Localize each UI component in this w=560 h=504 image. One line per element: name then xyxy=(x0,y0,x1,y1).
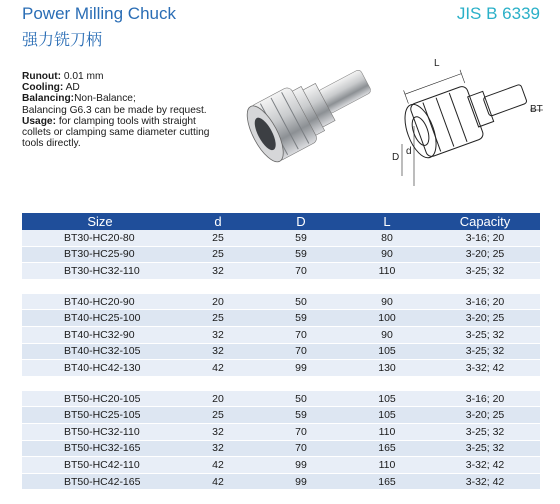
cell-capacity: 3-25; 32 xyxy=(430,263,540,280)
table-body xyxy=(22,230,540,490)
cell-L: 90 xyxy=(344,326,430,343)
group-spacer xyxy=(22,279,540,294)
label-BT: BT xyxy=(530,104,543,115)
label-d: d xyxy=(406,146,412,157)
cooling-line: Cooling: AD xyxy=(22,82,80,94)
chuck-drawing xyxy=(378,48,548,196)
cell-d: 32 xyxy=(178,423,258,440)
cell-capacity: 3-32; 42 xyxy=(430,360,540,377)
cell-capacity: 3-25; 32 xyxy=(430,423,540,440)
cell-size: BT50-HC32-110 xyxy=(22,423,178,440)
header-size: Size xyxy=(22,213,178,230)
cell-D: 59 xyxy=(258,246,344,263)
table-row xyxy=(22,457,540,474)
cell-capacity: 3-25; 32 xyxy=(430,326,540,343)
cell-L: 165 xyxy=(344,440,430,457)
cell-L: 80 xyxy=(344,230,430,246)
cell-d: 32 xyxy=(178,263,258,280)
header-capacity: Capacity xyxy=(430,213,540,230)
cell-d: 25 xyxy=(178,230,258,246)
cell-d: 42 xyxy=(178,473,258,490)
balancing-note: Balancing G6.3 can be made by request. xyxy=(22,104,207,116)
cell-D: 59 xyxy=(258,310,344,327)
cell-size: BT50-HC25-105 xyxy=(22,407,178,424)
cell-capacity: 3-16; 20 xyxy=(430,294,540,310)
spec-notes xyxy=(22,71,222,149)
balancing-line: Balancing:Non-Balance; xyxy=(22,93,136,105)
cell-d: 25 xyxy=(178,407,258,424)
cell-size: BT30-HC32-110 xyxy=(22,263,178,280)
cell-d: 32 xyxy=(178,343,258,360)
cell-L: 110 xyxy=(344,457,430,474)
cell-D: 59 xyxy=(258,407,344,424)
header-L: L xyxy=(344,213,430,230)
spec-table xyxy=(22,213,540,490)
table-row xyxy=(22,246,540,263)
table-header-row xyxy=(22,213,540,230)
label-D: D xyxy=(392,152,400,163)
cell-capacity: 3-20; 25 xyxy=(430,310,540,327)
cell-D: 70 xyxy=(258,343,344,360)
table-row xyxy=(22,263,540,280)
cell-size: BT50-HC32-165 xyxy=(22,440,178,457)
chuck-photo xyxy=(243,58,383,168)
page-subtitle: 强力铣刀柄 xyxy=(22,30,103,49)
cell-L: 90 xyxy=(344,294,430,310)
cell-size: BT40-HC32-90 xyxy=(22,326,178,343)
header-D: D xyxy=(258,213,344,230)
cell-D: 59 xyxy=(258,230,344,246)
cell-d: 25 xyxy=(178,310,258,327)
cell-d: 20 xyxy=(178,294,258,310)
cell-size: BT40-HC32-105 xyxy=(22,343,178,360)
cell-capacity: 3-32; 42 xyxy=(430,473,540,490)
cell-D: 70 xyxy=(258,326,344,343)
cell-d: 32 xyxy=(178,440,258,457)
table-row xyxy=(22,360,540,377)
cell-d: 20 xyxy=(178,391,258,407)
cell-size: BT30-HC20-80 xyxy=(22,230,178,246)
table-row xyxy=(22,343,540,360)
cell-capacity: 3-32; 42 xyxy=(430,457,540,474)
header-d: d xyxy=(178,213,258,230)
cell-size: BT50-HC20-105 xyxy=(22,391,178,407)
table-row xyxy=(22,391,540,407)
label-L: L xyxy=(434,58,440,69)
cell-D: 99 xyxy=(258,360,344,377)
runout-line: Runout: 0.01 mm xyxy=(22,71,104,82)
cell-size: BT40-HC25-100 xyxy=(22,310,178,327)
usage-line: Usage: for clamping tools with straight collets or clamping same diameter cutting tools directly. xyxy=(22,115,210,150)
group-spacer xyxy=(22,376,540,391)
table-row xyxy=(22,423,540,440)
page-title: Power Milling Chuck xyxy=(22,4,176,23)
cell-D: 70 xyxy=(258,423,344,440)
cell-size: BT50-HC42-110 xyxy=(22,457,178,474)
cell-d: 42 xyxy=(178,457,258,474)
cell-L: 130 xyxy=(344,360,430,377)
cell-capacity: 3-16; 20 xyxy=(430,230,540,246)
cell-L: 105 xyxy=(344,391,430,407)
cell-L: 165 xyxy=(344,473,430,490)
cell-capacity: 3-16; 20 xyxy=(430,391,540,407)
cell-capacity: 3-20; 25 xyxy=(430,407,540,424)
cell-capacity: 3-25; 32 xyxy=(430,343,540,360)
cell-size: BT40-HC20-90 xyxy=(22,294,178,310)
cell-d: 42 xyxy=(178,360,258,377)
cell-D: 50 xyxy=(258,391,344,407)
table-row xyxy=(22,407,540,424)
cell-D: 99 xyxy=(258,473,344,490)
spacer-cell xyxy=(22,279,540,294)
cell-capacity: 3-25; 32 xyxy=(430,440,540,457)
cell-L: 110 xyxy=(344,423,430,440)
table-row xyxy=(22,326,540,343)
cell-d: 25 xyxy=(178,246,258,263)
cell-L: 105 xyxy=(344,407,430,424)
cell-D: 70 xyxy=(258,440,344,457)
cell-capacity: 3-20; 25 xyxy=(430,246,540,263)
cell-size: BT40-HC42-130 xyxy=(22,360,178,377)
cell-L: 105 xyxy=(344,343,430,360)
table-row xyxy=(22,294,540,310)
cell-size: BT50-HC42-165 xyxy=(22,473,178,490)
cell-size: BT30-HC25-90 xyxy=(22,246,178,263)
cell-d: 32 xyxy=(178,326,258,343)
cell-L: 100 xyxy=(344,310,430,327)
cell-L: 110 xyxy=(344,263,430,280)
table-row xyxy=(22,230,540,246)
table-row xyxy=(22,310,540,327)
cell-D: 99 xyxy=(258,457,344,474)
table-row xyxy=(22,440,540,457)
standard-code: JIS B 6339 xyxy=(456,4,540,23)
spacer-cell xyxy=(22,376,540,391)
cell-L: 90 xyxy=(344,246,430,263)
table-row xyxy=(22,473,540,490)
cell-D: 70 xyxy=(258,263,344,280)
cell-D: 50 xyxy=(258,294,344,310)
